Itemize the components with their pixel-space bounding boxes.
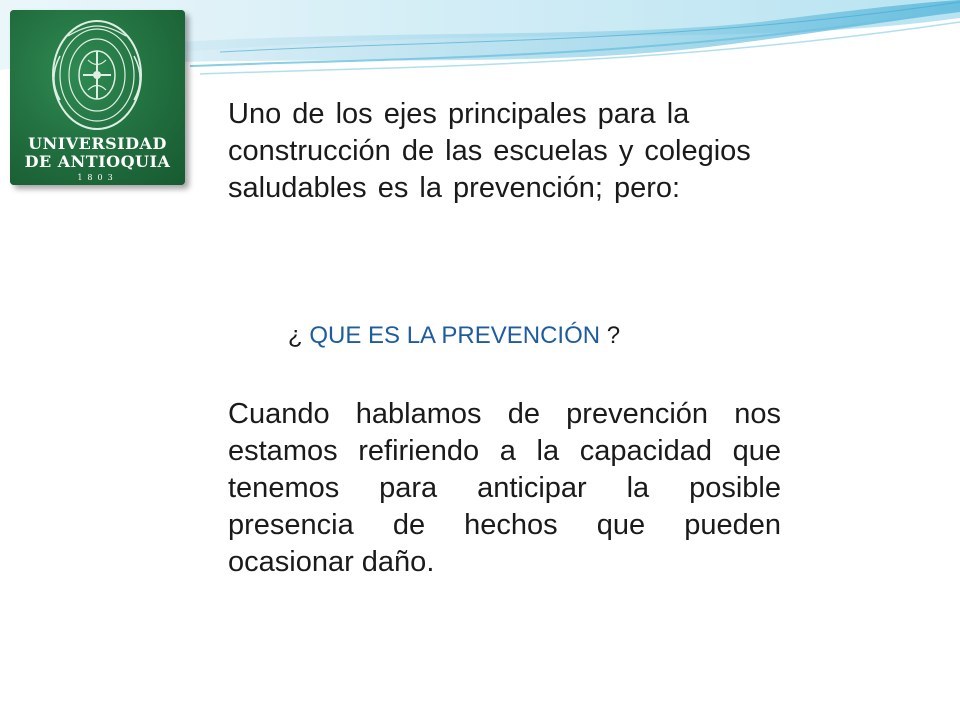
question-text: QUE ES LA PREVENCIÓN — [309, 322, 601, 349]
question-open-mark: ¿ — [288, 322, 310, 349]
definition-paragraph: Cuando hablamos de prevención nos estamos refiriendo a la capacidad que tenemos para anticipar la posible presencia de hechos que pueden ocasionar daño. — [228, 398, 781, 579]
logo-text-line2: DE ANTIOQUIA — [24, 152, 171, 171]
intro-paragraph: Uno de los ejes principales para la construcción de las escuelas y colegios saludables es la prevención; pero: — [228, 98, 751, 204]
university-seal-icon — [38, 16, 156, 134]
logo-year: 1803 — [77, 173, 118, 182]
question-heading — [288, 322, 620, 350]
question-close-mark: ? — [600, 322, 621, 349]
logo-text-line1: UNIVERSIDAD — [28, 134, 167, 153]
university-logo — [10, 10, 185, 185]
